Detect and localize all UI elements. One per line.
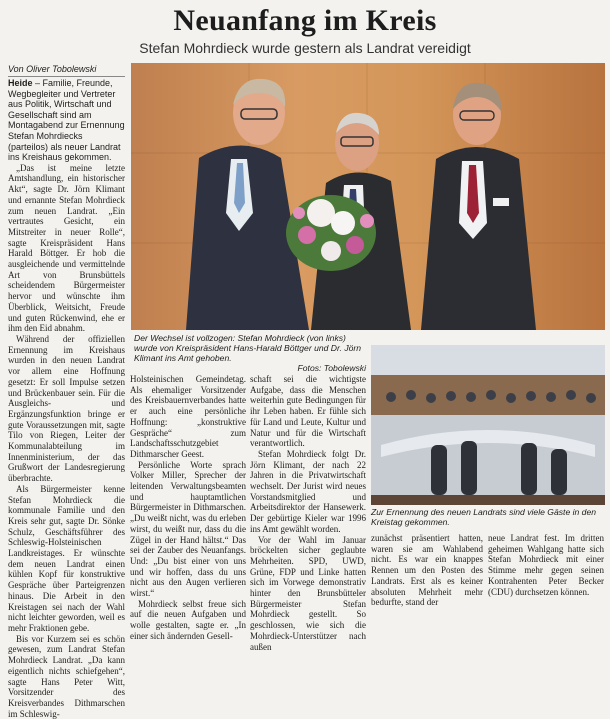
paragraph: Mohrdieck selbst freue sich auf die neuen Aufgaben und wolle gestalten, sagte er. „In einer sich ändernden Gesell-: [130, 598, 246, 641]
column-4: [371, 533, 483, 608]
lead-paragraph: [8, 78, 125, 163]
paragraph: „Das ist meine letzte Amtshandlung, ein historischer Akt“, sagte Dr. Jörn Klimant und ernannte Stefan Mohrdieck zum neuen Landrat. „Ein vertrautes Gesicht, ein Mitstreiter in neuer Rolle“, sagte Kreispräsident Hans Harald Böttger. Er hob die ausgleichende und vermittelnde Art von Brunsbüttels scheidendem Bürgermeister hervor und wünschte ihm Überblick, Weitsicht, Freude und guten Rückenwind, ehe er ihm den Eid abnahm.: [8, 162, 125, 334]
paragraph: zunächst präsentiert hatten, waren sie am Wahlabend nicht. Es war ein knappes Rennen um den Posten des Landrats. Erst als es keiner absoluten Mehrheit mehr bedurfte, stand der: [371, 533, 483, 608]
paragraph: Stefan Mohrdieck folgt Dr. Jörn Klimant, der nach 22 Jahren in die Privatwirtschaft wechselt. Der Jurist wird neues Vorstandsmitglied und Arbeitsdirektor der Hansewerk. Der gebürtige Kieler war 1996 ins Amt gewählt worden.: [250, 448, 366, 534]
byline: Von Oliver Tobolewski: [8, 64, 97, 74]
column-5: [488, 533, 604, 597]
paragraph: Als Bürgermeister kenne Stefan Mohrdieck die kommunale Familie und den Kreis sehr gut, sagte Dr. Sönke Schulz, Geschäftsführer des Schleswig-Holsteinischen Landkreistages. Er wünschte dem neuen Landrat einen kühlen Kopf für konstruktive Gespräche über Parteigrenzen hinaus. Die Arbeit in den Kreistagen sei nach der Wahl nicht leichter geworden, weil es mehr Fraktionen gebe.: [8, 483, 125, 633]
ceremony-photo: [131, 63, 605, 330]
photo-credit: Fotos: Tobolewski: [297, 363, 366, 373]
paragraph: schaft sei die wichtigste Aufgabe, dass die Menschen weiterhin gute Bedingungen für ihr Leben haben. Er fühle sich für Land und Leute, Kultur und Natur und für die Wirtschaft verantwortlich.: [250, 374, 366, 449]
paragraph: Während der offiziellen Ernennung im Kreishaus wurden in den neuen Landrat vor allem eine Hoffnung gesetzt: Er soll Impulse setzen und Brückenbauer sein. Für die Ausgleichs- und Ergänzungsfunktion bringe er gute Voraussetzungen mit, sagte Tilo von Riegen, Leiter der Kommunalabteilung im Innenministerium, der das Grußwort der Landesregierung überbrachte.: [8, 334, 125, 484]
bouquet: [286, 195, 376, 271]
paragraph: Holsteinischen Gemeindetag. Als ehemaliger Vorsitzender des Kreisbauernverbandes hatte er auch eine persönliche Hoffnung: „konstruktive Gespräche“ zum Landschaftsschutzgebiet Dithmarscher Geest.: [130, 374, 246, 459]
assembly-photo-caption: Zur Ernennung des neuen Landrats sind viele Gäste in den Kreistag gekommen.: [371, 507, 597, 527]
column-3: [250, 374, 366, 652]
lead-place: Heide: [8, 78, 33, 88]
main-photo-caption: [134, 333, 366, 373]
lead-text: – Familie, Freunde, Wegbegleiter und Vertreter aus Politik, Wirtschaft und Gesellschaft sind am Montagabend zur Ernennung Stefan Mohrdiecks (parteilos) als neuer Landrat ins Kreishaus gekommen.: [8, 78, 125, 163]
byline-divider: [8, 76, 125, 77]
headline: Neuanfang im Kreis: [173, 4, 437, 37]
column-1: [8, 78, 125, 719]
paragraph: Bis vor Kurzem sei es schön gewesen, zum Landrat Stefan Mohrdieck Landrat. „Da kann eigentlich nichts schiefgehen“, sagte Hans Peter Witt, Vorsitzender des Kreisverbandes Dithmarschen im Schleswig-: [8, 633, 125, 719]
subheadline: Stefan Mohrdieck wurde gestern als Landrat vereidigt: [139, 40, 471, 56]
caption-text: Der Wechsel ist vollzogen: Stefan Mohrdieck (von links) wurde von Kreispräsident Hans-Harald Böttger und Dr. Jörn Klimant ins Amt gehoben.: [134, 333, 362, 363]
paragraph: Persönliche Worte sprach Volker Miller, Sprecher der leitenden Verwaltungsbeamten und hauptamtlichen Bürgermeister in Dithmarschen. „Du weißt nicht, was du erleben wirst, du weißt nur, dass du die Zügel in der Hand hältst.“ Das sei der Zauber des Neuanfangs. Und: „Du bist einer von uns und wir hoffen, dass du uns nicht aus den Augen verlieren wirst.“: [130, 459, 246, 599]
column-2: [130, 374, 246, 641]
paragraph: Vor der Wahl im Januar bröckelten sicher geglaubte Mehrheiten. SPD, UWD, Grüne, FDP und Linke hatten sich im Vorwege demonstrativ hinter den Brunsbütteler Bürgermeister Stefan Mohrdieck gestellt. So geschlossen, wie sich die Mohrdieck-Unterstützer nach außen: [250, 534, 366, 652]
assembly-photo-art: [371, 345, 605, 505]
paragraph: neue Landrat fest. Im dritten geheimen Wahlgang hatte sich Stefan Mohrdieck mit einer Stimme mehr gegen seinen Kontrahenten Peter Becker (CDU) durchsetzen können.: [488, 533, 604, 597]
assembly-photo: [371, 345, 605, 505]
ceremony-photo-art: [131, 63, 605, 330]
